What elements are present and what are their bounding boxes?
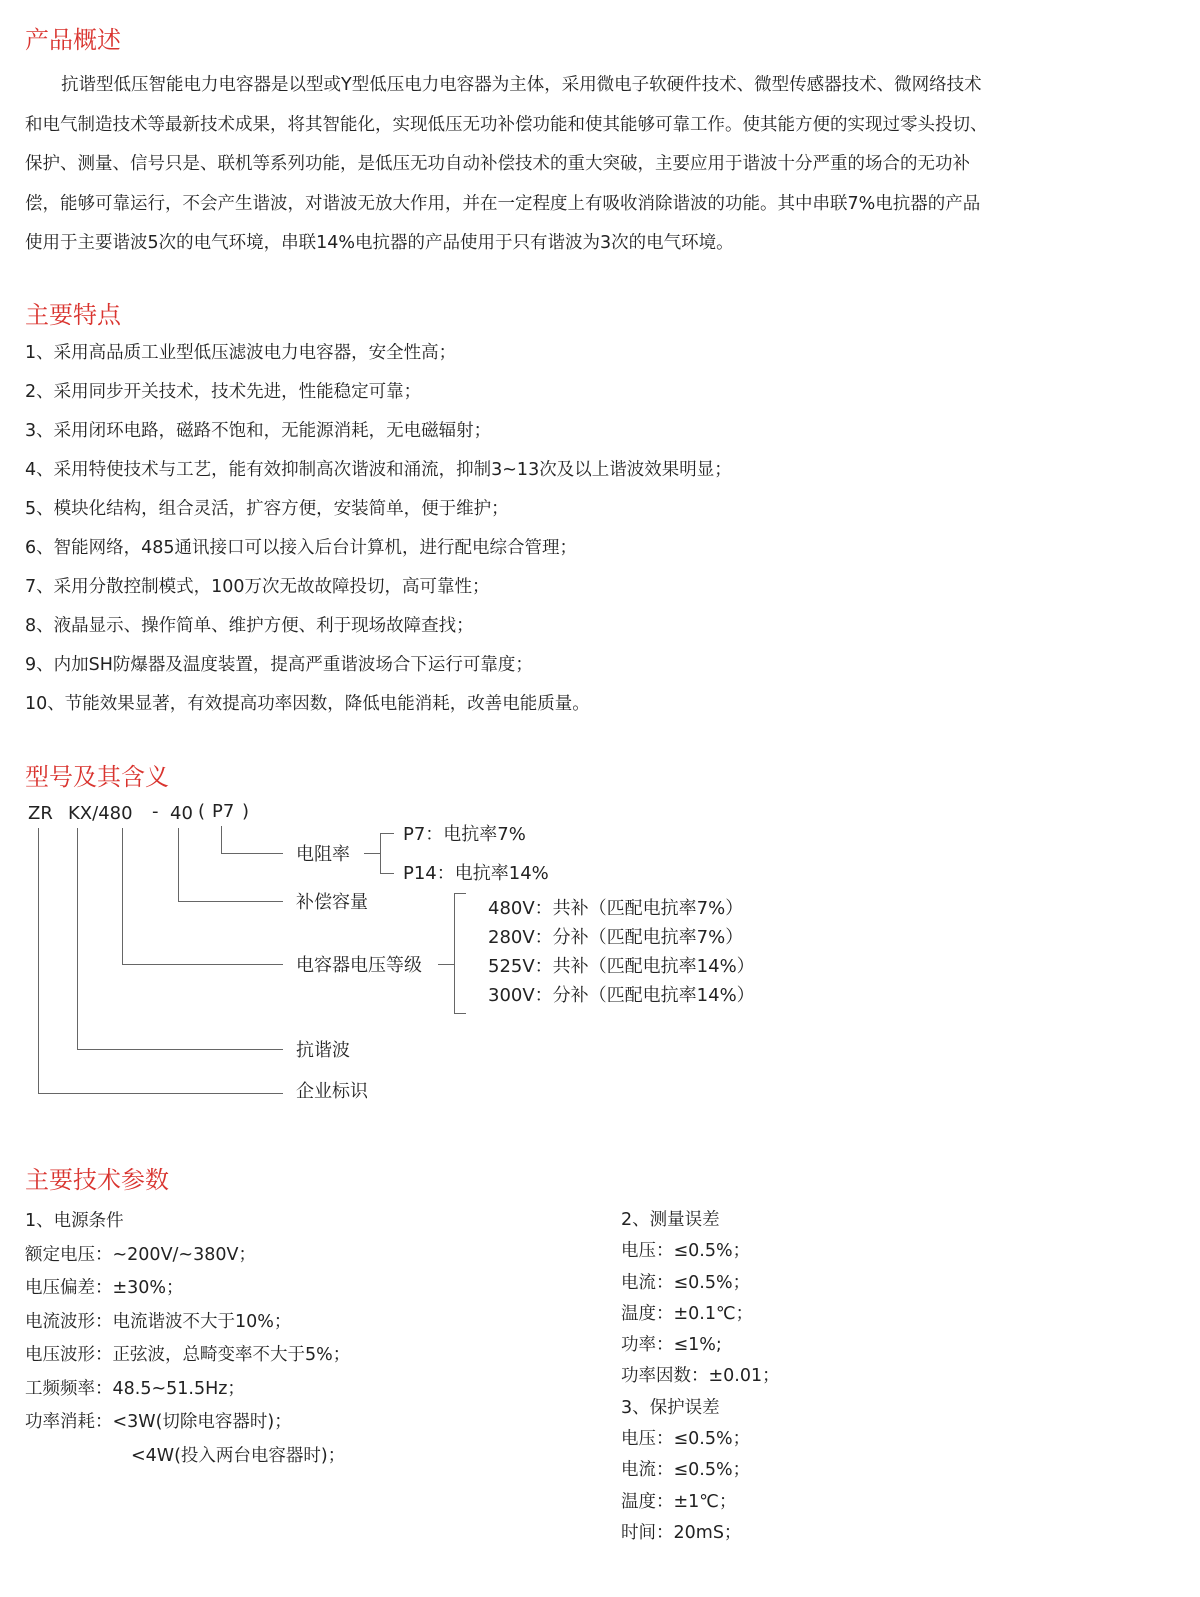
bracket-line [364, 853, 380, 854]
param-item: 温度：±0.1℃； [621, 1303, 754, 1324]
param-item: 电流：≤0.5%； [621, 1272, 751, 1293]
label-company-id: 企业标识 [296, 1081, 368, 1102]
overview-title: 产品概述 [25, 26, 121, 54]
param-item: 温度：±1℃； [621, 1491, 737, 1512]
label-anti-harmonic: 抗谐波 [296, 1040, 350, 1061]
overview-line: 偿，能够可靠运行，不会产生谐波，对谐波无放大作用，并在一定程度上有吸收消除谐波的功能。其中串联7%电抗器的产品 [25, 193, 981, 214]
params-right-column [621, 1205, 780, 1549]
label-reactance: 电阻率 [296, 844, 350, 865]
param-item: 电流波形：电流谐波不大于10%； [25, 1311, 292, 1332]
features-list [25, 334, 732, 724]
leader-line [77, 1049, 283, 1050]
code-open-paren: ( [198, 801, 206, 822]
param-item: 额定电压：~200V/~380V； [25, 1244, 256, 1265]
reactance-option-p7: P7：电抗率7% [403, 824, 526, 845]
bracket-line [454, 893, 455, 1014]
voltage-option: 480V：共补（匹配电抗率7%） [488, 898, 744, 919]
overview-line: 和电气制造技术等最新技术成果，将其智能化，实现低压无功补偿功能和使其能够可靠工作。使其能方便的实现过零头投切、 [25, 114, 988, 135]
feature-item: 5、模块化结构，组合灵活，扩容方便，安装简单，便于维护； [25, 499, 509, 519]
param-item: 电压波形：正弦波，总畸变率不大于5%； [25, 1345, 351, 1365]
leader-line [38, 828, 39, 1093]
param-item: 电压偏差：±30%； [25, 1278, 184, 1298]
feature-item: 3、采用闭环电路，磁路不饱和，无能源消耗，无电磁辐射； [25, 421, 492, 441]
feature-item: 2、采用同步开关技术，技术先进，性能稳定可靠； [25, 382, 422, 402]
param-item: 时间：20mS； [621, 1522, 742, 1543]
bracket-line [380, 873, 394, 874]
feature-item: 4、采用特使技术与工艺，能有效抑制高次谐波和涌流，抑制3~13次及以上谐波效果明显； [25, 460, 732, 480]
params-left-column [25, 1205, 350, 1473]
code-close-paren: ) [242, 801, 250, 822]
leader-line [38, 1093, 283, 1094]
model-title: 型号及其含义 [25, 763, 169, 791]
reactance-option-p14: P14：电抗率14% [403, 863, 549, 884]
leader-line [221, 853, 283, 854]
code-kx: KX/480 [68, 803, 133, 824]
feature-item: 1、采用高品质工业型低压滤波电力电容器，安全性高； [25, 343, 457, 363]
param-heading: 2、测量误差 [621, 1210, 720, 1230]
feature-item: 10、节能效果显著，有效提高功率因数，降低电能消耗，改善电能质量。 [25, 694, 590, 714]
feature-item: 7、采用分散控制模式，100万次无故故障投切，高可靠性； [25, 577, 490, 597]
code-dash: - [152, 801, 159, 822]
param-item: <4W(投入两台电容器时)； [131, 1445, 346, 1466]
param-item: 电压：≤0.5%； [621, 1429, 751, 1450]
leader-line [178, 828, 179, 901]
feature-item: 8、液晶显示、操作简单、维护方便、利于现场故障查找； [25, 616, 474, 636]
voltage-option: 300V：分补（匹配电抗率14%） [488, 985, 755, 1006]
overview-line: 保护、测量、信号只是、联机等系列功能，是低压无功自动补偿技术的重大突破，主要应用于谐波十分严重的场合的无功补 [25, 154, 970, 174]
overview-line: 抗谐型低压智能电力电容器是以型或Y型低压电力电容器为主体，采用微电子软硬件技术、微型传感器技术、微网络技术 [61, 75, 982, 95]
features-title: 主要特点 [25, 301, 121, 329]
voltage-option: 525V：共补（匹配电抗率14%） [488, 956, 755, 977]
overview-line: 使用于主要谐波5次的电气环境，串联14%电抗器的产品使用于只有谐波为3次的电气环境。 [25, 233, 734, 253]
bracket-line [454, 1013, 466, 1014]
bracket-line [454, 893, 466, 894]
param-item: 功率因数：±0.01； [621, 1366, 780, 1387]
overview-paragraph [25, 66, 1175, 264]
code-capacity: 40 [170, 803, 193, 824]
param-item: 功率：≤1%; [621, 1335, 722, 1356]
leader-line [122, 828, 123, 964]
param-item: 工频频率：48.5~51.5Hz； [25, 1378, 245, 1399]
leader-line [221, 826, 222, 853]
param-item: 电流：≤0.5%； [621, 1460, 751, 1481]
code-zr: ZR [28, 803, 53, 824]
code-p7: P7 [212, 801, 235, 822]
bracket-line [380, 833, 381, 874]
feature-item: 6、智能网络，485通讯接口可以接入后台计算机，进行配电综合管理； [25, 538, 578, 558]
leader-line [122, 964, 283, 965]
label-voltage-class: 电容器电压等级 [296, 955, 422, 976]
leader-line [178, 901, 283, 902]
bracket-line [438, 964, 454, 965]
param-item: 功率消耗：<3W(切除电容器时)； [25, 1412, 292, 1432]
label-capacity: 补偿容量 [296, 892, 368, 913]
leader-line [77, 828, 78, 1049]
param-heading: 3、保护误差 [621, 1397, 720, 1418]
feature-item: 9、内加SH防爆器及温度装置，提高严重谐波场合下运行可靠度； [25, 655, 533, 675]
param-item: 电压：≤0.5%； [621, 1241, 751, 1262]
bracket-line [380, 833, 394, 834]
param-heading: 1、电源条件 [25, 1211, 124, 1231]
voltage-option: 280V：分补（匹配电抗率7%） [488, 927, 744, 948]
params-title: 主要技术参数 [25, 1166, 169, 1194]
